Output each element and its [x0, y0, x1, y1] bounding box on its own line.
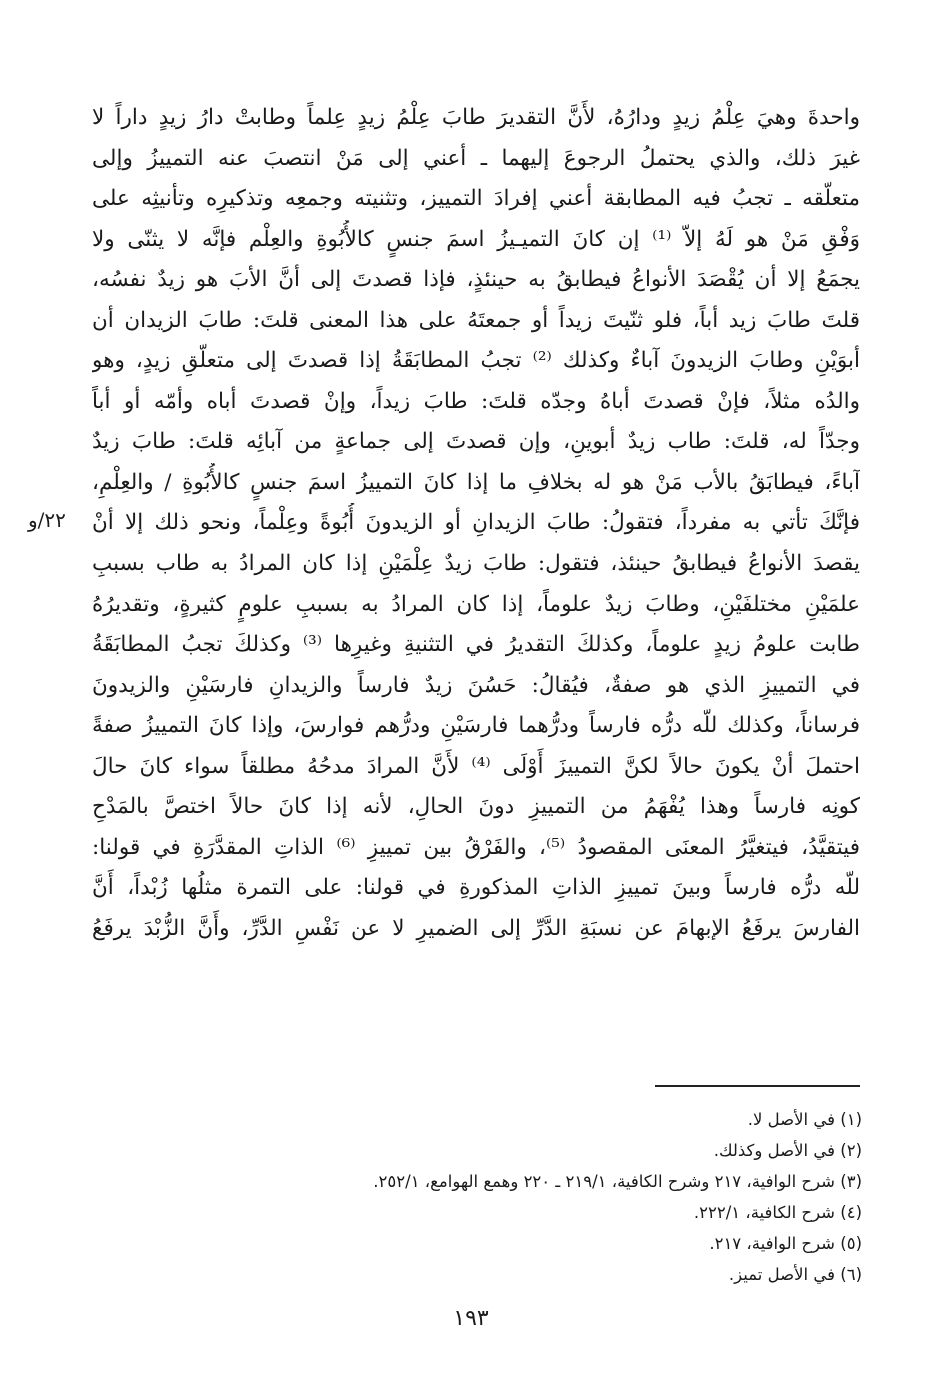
- manuscript-folio-marker: ٢٢/و: [28, 508, 66, 532]
- footnotes: [242, 1104, 862, 1290]
- text-line: الفارسَ يرفَعُ الإبهامَ عن نسبَةِ الدَّرِّ إلى الضميرِ لا عن نَفْسِ الدَّرِّ، وأَنَّ الزُّبْدَ يرفَعُ: [92, 915, 860, 941]
- text-line: كونِه فارساً وهذا يُفْهَمُ من التمييزِ دونَ الحالِ، لأنه إذا كانَ حالاً اختصَّ بالمَدْحِ: [92, 794, 860, 820]
- text-line: فرساناً، وكذلك للّه درُّه فارساً ودرُّهما فارسَيْنِ ودرُّهم فوارسَ، وإذا كانَ التمييزُ صفةً: [92, 713, 860, 739]
- text-line: احتملَ أنْ يكونَ حالاً لكنَّ التمييزَ أَوْلَى ⁽⁴⁾ لأَنَّ المرادَ مدحُهُ مطلقاً سواء كانَ حالَ: [92, 753, 860, 779]
- text-line: يجمَعُ إلا أن يُقْصَدَ الأنواعُ فيطابقُ به حينئذٍ، فإذا قصدتَ إلى أنَّ الأبَ هو زيدٌ نفسُه،: [92, 267, 860, 293]
- body-text: [92, 98, 860, 949]
- footnote-item: (٢) في الأصل وكذلك.: [713, 1141, 862, 1160]
- text-line: قلتَ طابَ زيد أباً، فلو ثنّيتَ زيداً أو جمعتَهُ على هذا المعنى قلتَ: طابَ الزيدان أن: [92, 307, 860, 333]
- footnote-item: (٥) شرح الوافية، ٢١٧.: [709, 1234, 862, 1253]
- text-line: علمَيْنِ مختلفَيْنِ، وطابَ زيدٌ علوماً، إذا كان المرادُ به بسببِ علومٍ كثيرةٍ، وتقديرُهُ: [92, 591, 860, 617]
- text-line: وَفْقِ مَنْ هو لَهُ إلاّ ⁽¹⁾ إن كانَ التميـيزُ اسمَ جنسٍ كالأُبُوةِ والعِلْم فإنَّه لا يثنّى ولا: [92, 226, 860, 252]
- text-line: طابت علومُ زيدٍ علوماً، وكذلكَ التقديرُ في التثنيةِ وغيرِها ⁽³⁾ وكذلكَ تجبُ المطابَقَةُ: [92, 632, 860, 658]
- text-line: غيرَ ذلك، والذي يحتملُ الرجوعَ إليهما ـ أعني إلى مَنْ انتصبَ عنه التمييزُ وإلى: [92, 145, 860, 171]
- text-line: واحدةَ وهيَ عِلْمُ زيدٍ ودارُهُ، لأَنَّ التقديرَ طابَ عِلْمُ زيدٍ عِلماً وطابتْ دارُ زيدٍ داراً لا: [92, 105, 860, 130]
- footnote-separator: [655, 1085, 860, 1087]
- text-line: آباءً، فيطابَقُ بالأب مَنْ هو له بخلافِ ما إذا كانَ التمييزُ اسمَ جنسٍ كالأُبُوةِ / والعِلْمِ،: [92, 469, 860, 495]
- footnote-item: (٤) شرح الكافية، ٢٢٢/١.: [693, 1203, 862, 1222]
- text-line: يقصدَ الأنواعُ فيطابقُ حينئذ، فتقول: طابَ زيدٌ عِلْمَيْنِ إذا كان المرادُ به طاب بسببِ: [92, 551, 860, 577]
- page-number: ١٩٣: [453, 1306, 489, 1331]
- text-line: والدُه مثلاً، فإنْ قصدتَ أباهُ وجدّه قلتَ: طابَ زيداً، وإنْ قصدتَ أباه وأمّه أو أباً: [92, 388, 860, 414]
- text-line: في التمييزِ الذي هو صفةٌ، فيُقالُ: حَسُنَ زيدٌ فارساً والزيدانِ فارسَيْنِ والزيدونَ: [92, 672, 860, 698]
- text-line: للّه درُّه فارساً وبينَ تمييزِ الذاتِ المذكورةِ في قولنا: على التمرة مثلُها زُبْداً، أَنَّ: [92, 875, 860, 901]
- text-line: متعلّقه ـ تجبُ فيه المطابقة أعني إفرادَ التمييز، وتثنيته وجمعِه وتذكيرِه وتأنيثِه على: [92, 186, 860, 212]
- footnote-item: (١) في الأصل لا.: [747, 1110, 862, 1129]
- text-line: وجدّاً له، قلتَ: طاب زيدٌ أبوينِ، وإن قصدتَ إلى جماعةٍ من آبائِه قلتَ: طابَ زيدٌ: [92, 429, 860, 455]
- footnote-item: (٦) في الأصل تميز.: [728, 1265, 862, 1284]
- text-line: فإنَّكَ تأتي به مفرداً، فتقولُ: طابَ الزيدانِ أو الزيدونَ أُبُوةً وعِلْماً، ونحو ذلك إلا أنْ: [92, 510, 860, 536]
- text-line: أبوَيْنِ وطابَ الزيدونَ آباءٌ وكذلك ⁽²⁾ تجبُ المطابَقَةُ إذا قصدتَ إلى متعلّقِ زيدٍ، وهو: [92, 348, 860, 374]
- text-line: فيتقيَّدُ، فيتغيَّرُ المعنَى المقصودُ ⁽⁵⁾، والفَرْقُ بين تمييزِ ⁽⁶⁾ الذاتِ المقدَّرَةِ في قولنا:: [92, 834, 860, 860]
- footnote-item: (٣) شرح الوافية، ٢١٧ وشرح الكافية، ٢١٩/١ ـ ٢٢٠ وهمع الهوامع، ٢٥٢/١.: [373, 1172, 862, 1191]
